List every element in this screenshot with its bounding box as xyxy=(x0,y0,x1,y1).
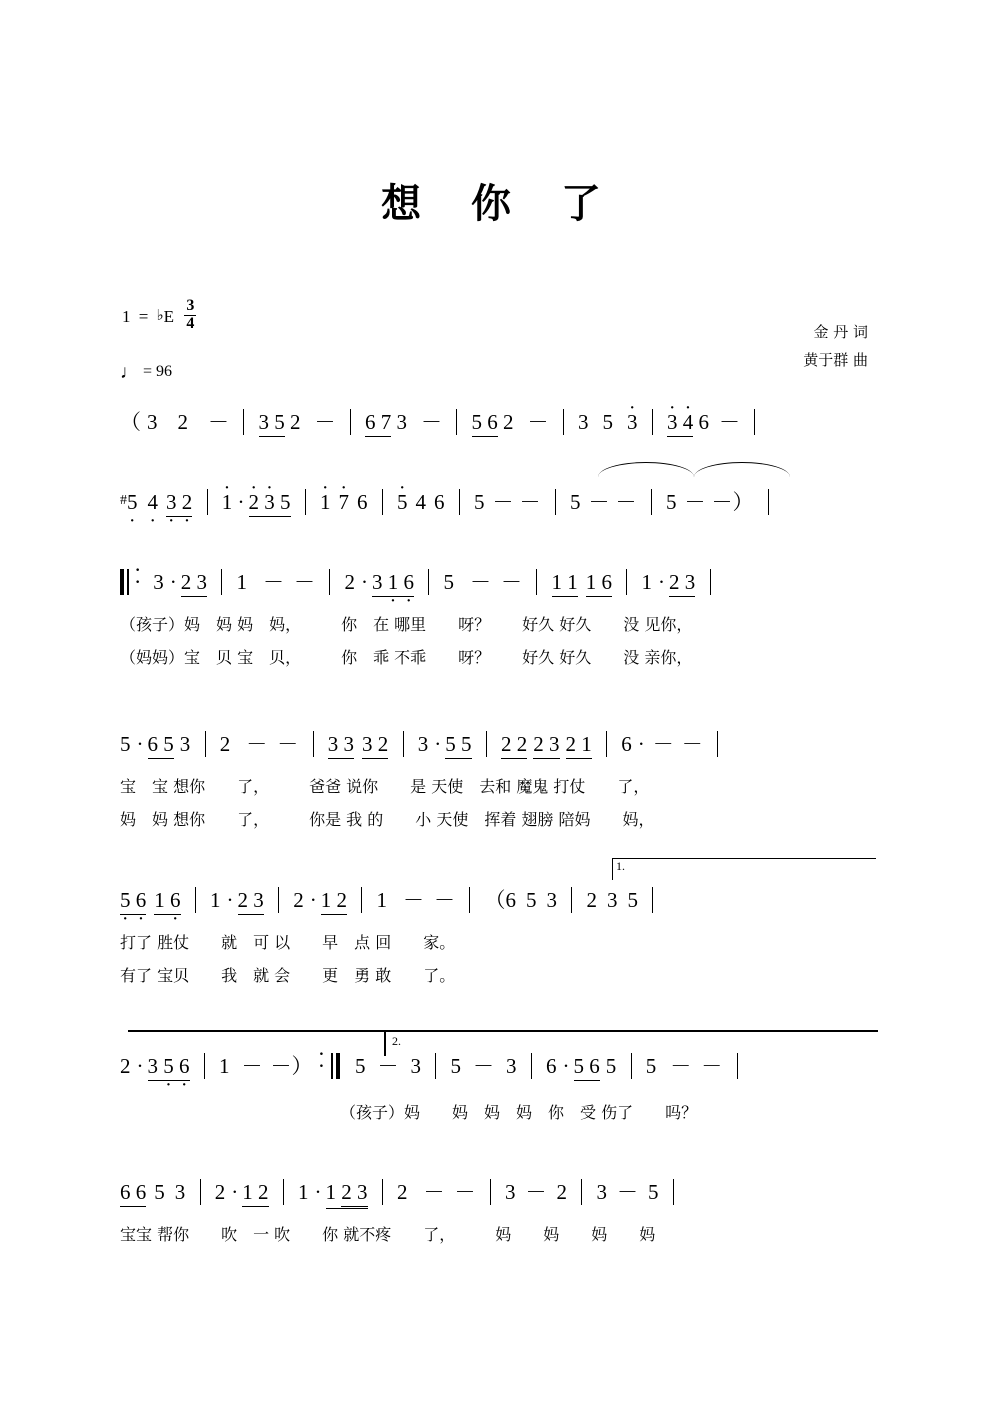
lyrics-text: （妈妈）宝 贝 宝 贝， 你 乖 不乖 呀？ 好久 好久 没 亲你， xyxy=(120,648,693,667)
key-letter: E xyxy=(163,306,175,326)
music-system-intro-1 xyxy=(120,406,880,437)
lyrics-line-1b xyxy=(120,645,692,668)
notation-row: #5 · 4 · 3 · 2 · · 1 · · 2 · 3 5 · 1 · 7 6 · 5 4 6 5 － － 5 － － 5 － －） xyxy=(120,490,778,514)
tempo-marking xyxy=(120,362,172,384)
lyrics-line-5a xyxy=(120,1222,655,1245)
lyrics-text: 有了 宝贝 我 就 会 更 勇 敢 了。 xyxy=(120,966,456,985)
meter-numerator: 3 xyxy=(186,297,195,314)
volta-bracket-2-line xyxy=(128,1030,878,1032)
lyrics-text: （孩子）妈 妈 妈 妈， 你 在 哪里 呀？ 好久 好久 没 见你， xyxy=(120,615,693,634)
music-system-verse-3 xyxy=(120,884,880,915)
page-title: 想 你 了 xyxy=(381,181,619,227)
lyrics-text: （孩子）妈 妈 妈 妈 你 受 伤了 吗？ xyxy=(340,1103,698,1122)
lyrics-line-4a xyxy=(340,1100,697,1123)
lyrics-text: 宝 宝 想你 了， 爸爸 说你 是 天使 去和 魔鬼 打仗 了， xyxy=(120,777,650,796)
music-system-verse-2 xyxy=(120,728,880,759)
music-system-intro-2 xyxy=(120,486,880,517)
music-system-verse-4 xyxy=(120,1050,880,1081)
notation-row: · · 3 · 2 3 1 － － 2 · 3 1 · 6 · 5 － － 1 1 1 6 1 · 2 3 xyxy=(120,570,720,594)
lyricist: 金 丹 词 xyxy=(813,323,868,341)
music-system-verse-5 xyxy=(120,1176,880,1209)
tempo-bpm: 96 xyxy=(156,363,173,380)
slur-1 xyxy=(598,462,694,477)
lyrics-line-3a xyxy=(120,930,455,953)
volta-label: 1. xyxy=(616,859,625,873)
key-signature xyxy=(122,298,196,333)
tempo-equals: = xyxy=(143,363,153,380)
quarter-note-icon: ♩ xyxy=(120,362,139,383)
key-do-label: 1 xyxy=(122,306,131,326)
lyrics-line-2a xyxy=(120,774,649,797)
lyrics-line-3b xyxy=(120,963,455,986)
lyrics-text: 宝宝 帮你 吹 一 吹 你 就不疼 了， 妈 妈 妈 妈 xyxy=(120,1225,656,1244)
volta-label-2: 2. xyxy=(392,1034,401,1048)
lyrics-line-2b xyxy=(120,807,655,830)
lyrics-text: 打了 胜仗 就 可 以 早 点 回 家。 xyxy=(120,933,456,952)
flat-icon: ♭ xyxy=(156,307,164,324)
lyrics-text: 妈 妈 想你 了， 你是 我 的 小 天使 挥着 翅膀 陪妈 妈， xyxy=(120,810,655,829)
meter-denominator: 4 xyxy=(186,314,195,332)
time-signature xyxy=(184,298,196,333)
credits xyxy=(803,318,868,374)
key-equals: = xyxy=(138,306,149,326)
notation-row: 6 6 5 3 2 · 1 2 1 · 1 2 3 2 － － 3 － 2 3 － 5 xyxy=(120,1180,683,1204)
notation-row: 5 · 6 5 3 2 － － 3 3 3 2 3 · 5 5 2 2 2 3 2 1 6 · － － xyxy=(120,732,727,756)
music-system-verse-1 xyxy=(120,566,880,597)
volta-bracket-1 xyxy=(612,858,876,880)
slur-2 xyxy=(694,462,790,477)
notation-row: 2 · 3 5 · 6 · 1 － －） · · 5 － 3 5 － 3 6 · 5 6 5 5 － － xyxy=(120,1054,747,1078)
notation-row: （ 3 2 － 3 5 2 － 6 7 3 － 5 6 2 － 3 5 · 3 · 3 · 4 6 － xyxy=(120,410,764,434)
composer: 黄于群 曲 xyxy=(803,351,868,369)
lyrics-line-1a xyxy=(120,612,692,635)
notation-row: 5 · 6 · 1 6 · 1 · 2 3 2 · 1 2 1 － － （6 5 3 2 3 5 xyxy=(120,888,662,912)
